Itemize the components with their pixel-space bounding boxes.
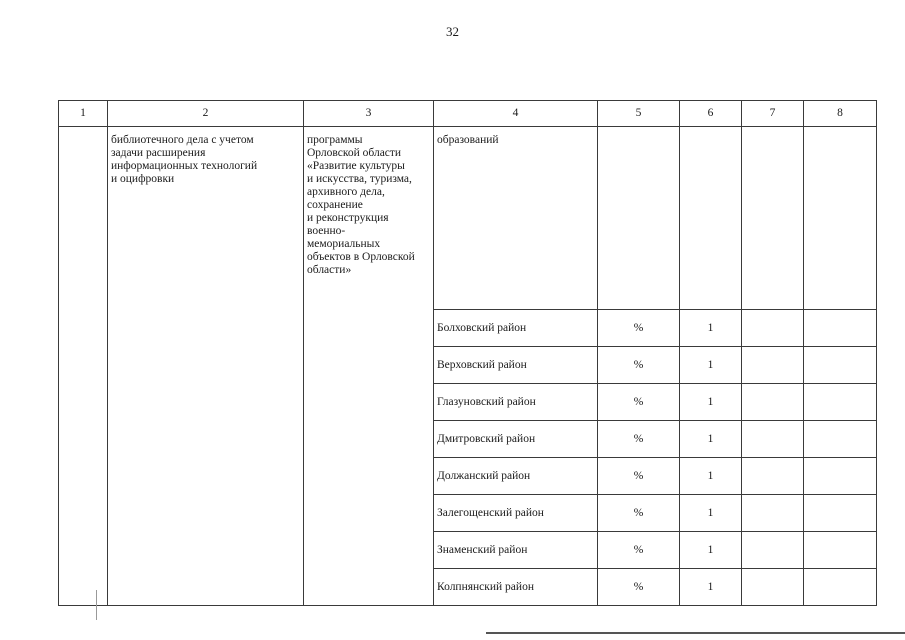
empty-cell <box>742 458 804 495</box>
empty-cell <box>804 569 877 606</box>
scan-edge-line <box>486 632 905 634</box>
unit-cell: % <box>598 458 680 495</box>
empty-cell <box>742 421 804 458</box>
scan-artifact <box>96 590 97 620</box>
empty-cell <box>804 421 877 458</box>
empty-cell <box>804 310 877 347</box>
unit-cell: % <box>598 495 680 532</box>
unit-cell: % <box>598 347 680 384</box>
column-header: 5 <box>598 101 680 127</box>
header-row <box>59 101 877 127</box>
page-number: 32 <box>446 24 459 39</box>
program-cell: программы Орловской области «Развитие культуры и искусства, туризма, архивного дела, сохранение и реконструкция военно- мемориальных объектов в Орловской области» <box>304 127 434 606</box>
indicator-cell: образований <box>434 127 598 310</box>
empty-cell <box>804 495 877 532</box>
value-cell: 1 <box>680 495 742 532</box>
empty-cell <box>804 347 877 384</box>
column-header: 3 <box>304 101 434 127</box>
empty-cell <box>804 127 877 310</box>
empty-cell <box>742 569 804 606</box>
district-name: Знаменский район <box>434 532 598 569</box>
column-header: 4 <box>434 101 598 127</box>
column-header: 1 <box>59 101 108 127</box>
column-header: 6 <box>680 101 742 127</box>
value-cell: 1 <box>680 421 742 458</box>
district-name: Верховский район <box>434 347 598 384</box>
empty-cell <box>742 384 804 421</box>
empty-cell <box>804 384 877 421</box>
district-name: Болховский район <box>434 310 598 347</box>
value-cell: 1 <box>680 384 742 421</box>
value-cell <box>680 127 742 310</box>
district-name: Колпнянский район <box>434 569 598 606</box>
column-header: 7 <box>742 101 804 127</box>
district-name: Глазуновский район <box>434 384 598 421</box>
empty-cell <box>804 458 877 495</box>
unit-cell: % <box>598 569 680 606</box>
event-description-cell: библиотечного дела с учетом задачи расширения информационных технологий и оцифровки <box>108 127 304 606</box>
column-header: 8 <box>804 101 877 127</box>
empty-cell <box>742 495 804 532</box>
unit-cell <box>598 127 680 310</box>
value-cell: 1 <box>680 347 742 384</box>
value-cell: 1 <box>680 458 742 495</box>
empty-cell <box>804 532 877 569</box>
value-cell: 1 <box>680 310 742 347</box>
unit-cell: % <box>598 310 680 347</box>
empty-cell <box>742 127 804 310</box>
number-cell <box>59 127 108 606</box>
unit-cell: % <box>598 384 680 421</box>
unit-cell: % <box>598 421 680 458</box>
district-name: Должанский район <box>434 458 598 495</box>
empty-cell <box>742 310 804 347</box>
value-cell: 1 <box>680 569 742 606</box>
value-cell: 1 <box>680 532 742 569</box>
district-name: Залегощенский район <box>434 495 598 532</box>
column-header: 2 <box>108 101 304 127</box>
empty-cell <box>742 347 804 384</box>
table-row <box>59 127 877 310</box>
unit-cell: % <box>598 532 680 569</box>
data-table <box>58 100 877 606</box>
empty-cell <box>742 532 804 569</box>
district-name: Дмитровский район <box>434 421 598 458</box>
